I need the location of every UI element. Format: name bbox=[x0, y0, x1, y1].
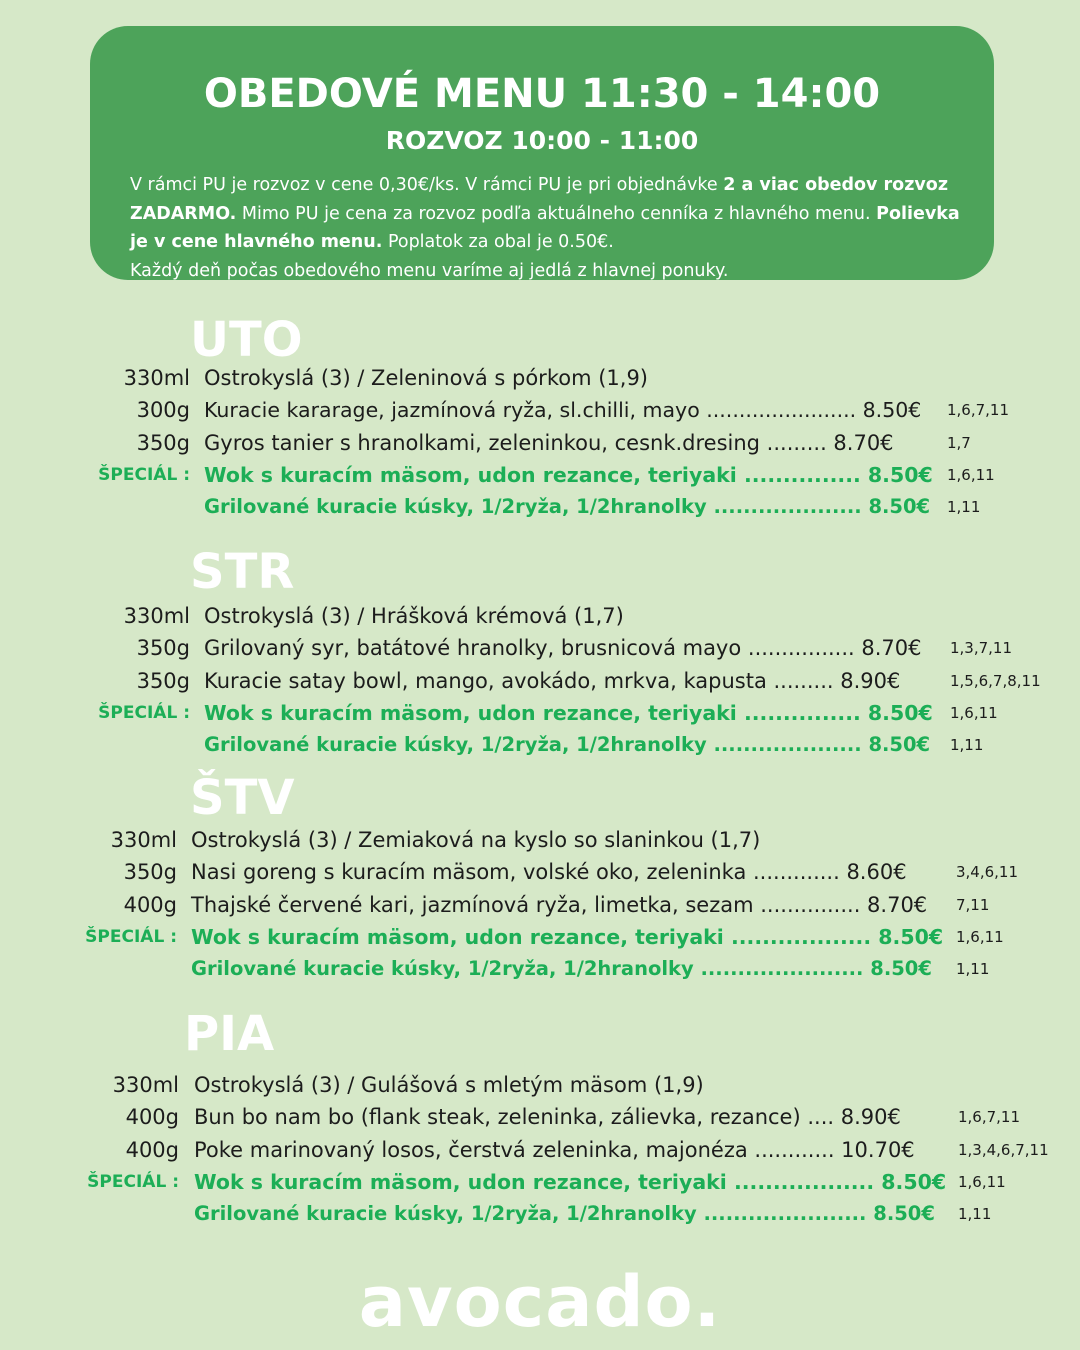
menu-item bbox=[0, 632, 1080, 664]
menu-item-special bbox=[0, 491, 1080, 523]
portion-size: 300g bbox=[136, 398, 190, 423]
menu-item bbox=[0, 362, 1080, 394]
allergens: 1,7 bbox=[947, 433, 971, 452]
allergens: 1,11 bbox=[956, 960, 990, 979]
dish-name-price: Thajské červené kari, jazmínová ryža, limetka, sezam ............... 8.70€ bbox=[191, 892, 928, 917]
portion-size: 350g bbox=[136, 668, 190, 693]
info-highlight: 2 a viac obedov rozvoz ZADARMO. bbox=[130, 175, 949, 224]
allergens: 1,5,6,7,8,11 bbox=[950, 671, 1041, 690]
special-label: ŠPECIÁL : bbox=[98, 702, 190, 723]
day-heading-pia: PIA bbox=[184, 1006, 275, 1062]
info-highlight: Polievka je v cene hlavného menu. bbox=[130, 203, 960, 252]
dish-name-price: Grilované kuracie kúsky, 1/2ryža, 1/2hranolky .................... 8.50€ bbox=[204, 495, 931, 519]
dish-name-price: Kuracie satay bowl, mango, avokádo, mrkva, kapusta ......... 8.90€ bbox=[204, 668, 901, 693]
special-label: ŠPECIÁL : bbox=[98, 464, 190, 485]
menu-item bbox=[0, 889, 1080, 921]
delivery-hours: ROZVOZ 10:00 - 11:00 bbox=[385, 126, 699, 155]
menu-item bbox=[0, 665, 1080, 697]
portion-size: 330ml bbox=[123, 604, 190, 628]
dish-name-price: Gyros tanier s hranolkami, zeleninkou, cesnk.dresing ......... 8.70€ bbox=[204, 430, 894, 455]
special-label: ŠPECIÁL : bbox=[87, 1171, 179, 1192]
portion-size: 350g bbox=[123, 860, 177, 885]
portion-size: 350g bbox=[136, 636, 190, 661]
dish-name-price: Ostrokyslá (3) / Hrášková krémová (1,7) bbox=[204, 604, 624, 628]
allergens: 1,11 bbox=[950, 736, 984, 755]
allergens: 1,6,7,11 bbox=[958, 1108, 1021, 1127]
allergens: 1,6,11 bbox=[950, 703, 998, 722]
special-label: ŠPECIÁL : bbox=[85, 926, 177, 947]
avocado-logo: avocado. bbox=[358, 1261, 722, 1343]
dish-name-price: Grilovaný syr, batátové hranolky, brusnicová mayo ................ 8.70€ bbox=[204, 636, 922, 661]
allergens: 1,6,11 bbox=[958, 1172, 1006, 1191]
menu-item bbox=[0, 1069, 1080, 1101]
dish-name-price: Kuracie kararage, jazmínová ryža, sl.chilli, mayo ....................... 8.50€ bbox=[204, 398, 922, 423]
portion-size: 400g bbox=[125, 1105, 179, 1130]
allergens: 3,4,6,11 bbox=[956, 863, 1019, 882]
day-heading-uto: UTO bbox=[190, 312, 303, 368]
dish-name-price: Grilované kuracie kúsky, 1/2ryža, 1/2hranolky .................... 8.50€ bbox=[204, 733, 931, 757]
dish-name-price: Bun bo nam bo (flank steak, zeleninka, zálievka, rezance) .... 8.90€ bbox=[194, 1105, 901, 1130]
dish-name-price: Wok s kuracím mäsom, udon rezance, teriyaki .................. 8.50€ bbox=[191, 924, 944, 949]
dish-name-price: Wok s kuracím mäsom, udon rezance, teriyaki ............... 8.50€ bbox=[204, 462, 933, 487]
dish-name-price: Grilované kuracie kúsky, 1/2ryža, 1/2hranolky ...................... 8.50€ bbox=[191, 957, 932, 981]
menu-item bbox=[0, 824, 1080, 856]
allergens: 1,3,4,6,7,11 bbox=[958, 1140, 1049, 1159]
dish-name-price: Ostrokyslá (3) / Zeleninová s pórkom (1,9) bbox=[204, 366, 648, 390]
menu-item bbox=[0, 427, 1080, 459]
portion-size: 350g bbox=[136, 430, 190, 455]
menu-item-special bbox=[0, 697, 1080, 729]
info-text: Poplatok za obal je 0.50€. bbox=[382, 232, 614, 252]
page-title: OBEDOVÉ MENU 11:30 - 14:00 bbox=[203, 71, 881, 117]
allergens: 1,6,11 bbox=[947, 465, 995, 484]
day-heading-štv: ŠTV bbox=[190, 770, 295, 826]
dish-name-price: Wok s kuracím mäsom, udon rezance, teriyaki .................. 8.50€ bbox=[194, 1169, 947, 1194]
allergens: 1,11 bbox=[958, 1205, 992, 1224]
menu-item-special bbox=[0, 953, 1080, 985]
delivery-info-text bbox=[130, 171, 980, 285]
menu-item-special bbox=[0, 459, 1080, 491]
dish-name-price: Poke marinovaný losos, čerstvá zeleninka, majonéza ............ 10.70€ bbox=[194, 1137, 915, 1162]
menu-item bbox=[0, 856, 1080, 888]
portion-size: 330ml bbox=[123, 366, 190, 390]
menu-item bbox=[0, 1101, 1080, 1133]
dish-name-price: Grilované kuracie kúsky, 1/2ryža, 1/2hranolky ...................... 8.50€ bbox=[194, 1202, 935, 1226]
menu-item bbox=[0, 600, 1080, 632]
menu-item bbox=[0, 1134, 1080, 1166]
info-banner bbox=[90, 26, 994, 280]
allergens: 1,3,7,11 bbox=[950, 639, 1013, 658]
day-heading-str: STR bbox=[190, 544, 295, 600]
menu-item bbox=[0, 394, 1080, 426]
menu-item-special bbox=[0, 729, 1080, 761]
allergens: 1,6,7,11 bbox=[947, 401, 1010, 420]
menu-item-special bbox=[0, 1166, 1080, 1198]
menu-item-special bbox=[0, 1198, 1080, 1230]
dish-name-price: Ostrokyslá (3) / Gulášová s mletým mäsom (1,9) bbox=[194, 1073, 704, 1097]
allergens: 1,11 bbox=[947, 498, 981, 517]
allergens: 7,11 bbox=[956, 895, 990, 914]
info-text: Každý deň počas obedového menu varíme aj jedlá z hlavnej ponuky. bbox=[130, 260, 729, 281]
dish-name-price: Wok s kuracím mäsom, udon rezance, teriyaki ............... 8.50€ bbox=[204, 700, 933, 725]
dish-name-price: Nasi goreng s kuracím mäsom, volské oko, zeleninka ............. 8.60€ bbox=[191, 860, 907, 885]
info-text: V rámci PU je rozvoz v cene 0,30€/ks. V rámci PU je pri objednávke bbox=[130, 175, 724, 195]
allergens: 1,6,11 bbox=[956, 927, 1004, 946]
info-text: Mimo PU je cena za rozvoz podľa aktuálneho cenníka z hlavného menu. bbox=[236, 203, 877, 224]
portion-size: 330ml bbox=[112, 1073, 179, 1097]
dish-name-price: Ostrokyslá (3) / Zemiaková na kyslo so slaninkou (1,7) bbox=[191, 828, 761, 852]
menu-item-special bbox=[0, 921, 1080, 953]
portion-size: 400g bbox=[125, 1137, 179, 1162]
portion-size: 400g bbox=[123, 892, 177, 917]
portion-size: 330ml bbox=[110, 828, 177, 852]
